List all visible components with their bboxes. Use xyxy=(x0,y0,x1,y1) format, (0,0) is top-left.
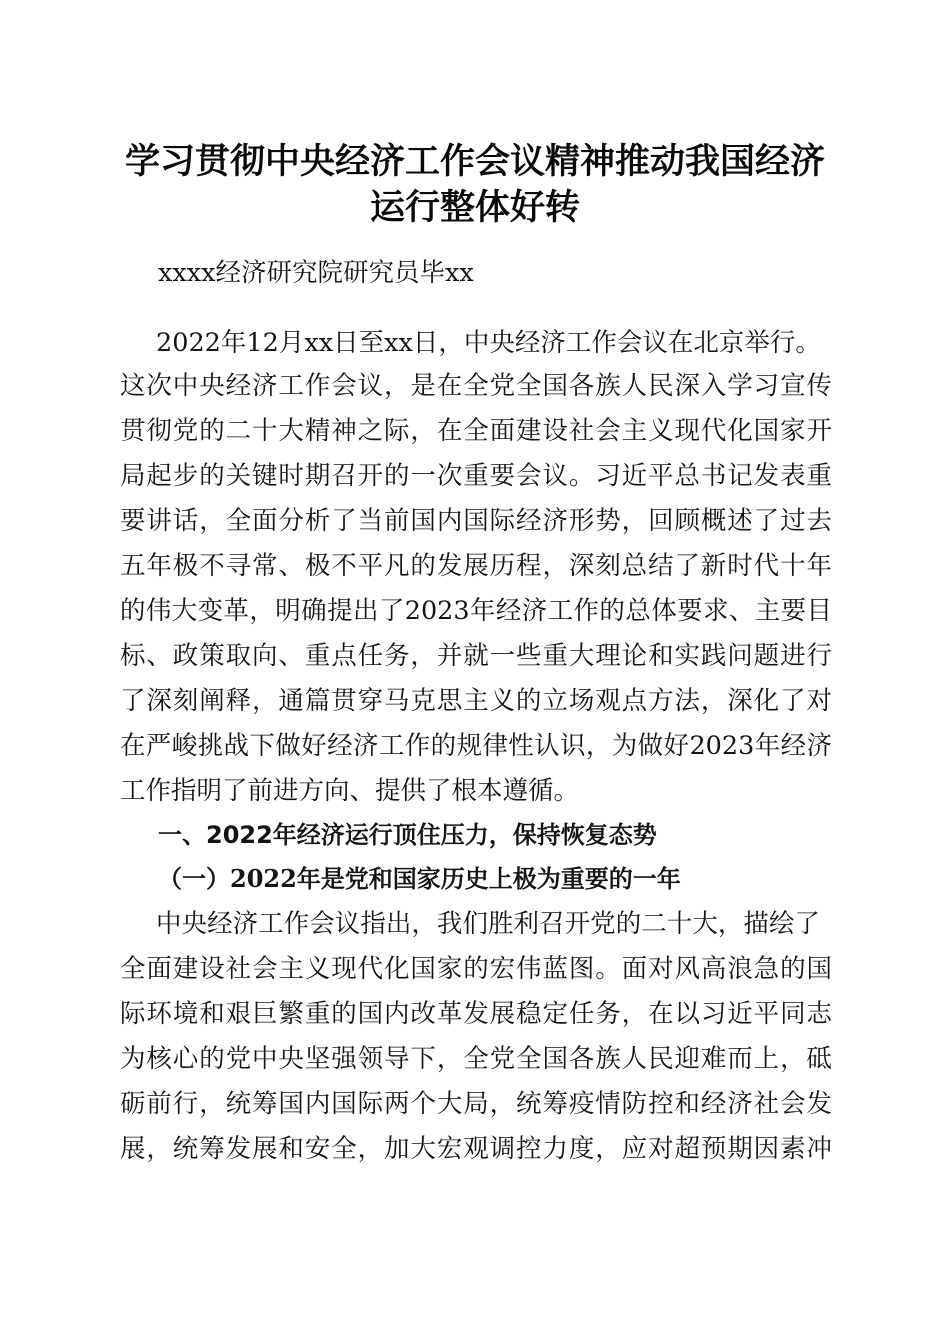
paragraph-line: 贯彻党的二十大精神之际，在全面建设社会主义现代化国家开 xyxy=(120,416,832,446)
paragraph-line: 五年极不寻常、极不平凡的发展历程，深刻总结了新时代十年 xyxy=(120,551,832,581)
paragraph-line: 际环境和艰巨繁重的国内改革发展稳定任务，在以习近平同志 xyxy=(120,999,832,1029)
paragraph-line: 在严峻挑战下做好经济工作的规律性认识，为做好2023年经济 xyxy=(120,731,832,761)
paragraph-line: 砺前行，统筹国内国际两个大局，统筹疫情防控和经济社会发 xyxy=(120,1089,832,1119)
paragraph-line: 展，统筹发展和安全，加大宏观调控力度，应对超预期因素冲 xyxy=(120,1134,832,1164)
paragraph-line: 中央经济工作会议指出，我们胜利召开党的二十大，描绘了 xyxy=(156,909,820,939)
subsection-heading: （一）2022年是党和国家历史上极为重要的一年 xyxy=(158,864,681,893)
paragraph-line: 了深刻阐释，通篇贯穿马克思主义的立场观点方法，深化了对 xyxy=(120,686,832,716)
author-line: xxxx经济研究院研究员毕xx xyxy=(158,258,474,288)
document-title-line-1: 学习贯彻中央经济工作会议精神推动我国经济 xyxy=(124,142,825,182)
paragraph-line: 工作指明了前进方向、提供了根本遵循。 xyxy=(120,776,580,806)
paragraph-line: 标、政策取向、重点任务，并就一些重大理论和实践问题进行 xyxy=(120,641,832,671)
paragraph-line: 要讲话，全面分析了当前国内国际经济形势，回顾概述了过去 xyxy=(120,506,832,536)
paragraph-line: 2022年12月xx日至xx日，中央经济工作会议在北京举行。 xyxy=(156,328,821,358)
paragraph-line: 的伟大变革，明确提出了2023年经济工作的总体要求、主要目 xyxy=(120,596,832,626)
paragraph-line: 为核心的党中央坚强领导下，全党全国各族人民迎难而上，砥 xyxy=(120,1044,832,1074)
paragraph-line: 全面建设社会主义现代化国家的宏伟蓝图。面对风高浪急的国 xyxy=(120,954,832,984)
document-title-line-2: 运行整体好转 xyxy=(369,188,580,228)
section-heading: 一、2022年经济运行顶住压力，保持恢复态势 xyxy=(158,821,657,849)
paragraph-line: 局起步的关键时期召开的一次重要会议。习近平总书记发表重 xyxy=(120,461,832,491)
paragraph-line: 这次中央经济工作会议，是在全党全国各族人民深入学习宣传 xyxy=(120,371,832,401)
